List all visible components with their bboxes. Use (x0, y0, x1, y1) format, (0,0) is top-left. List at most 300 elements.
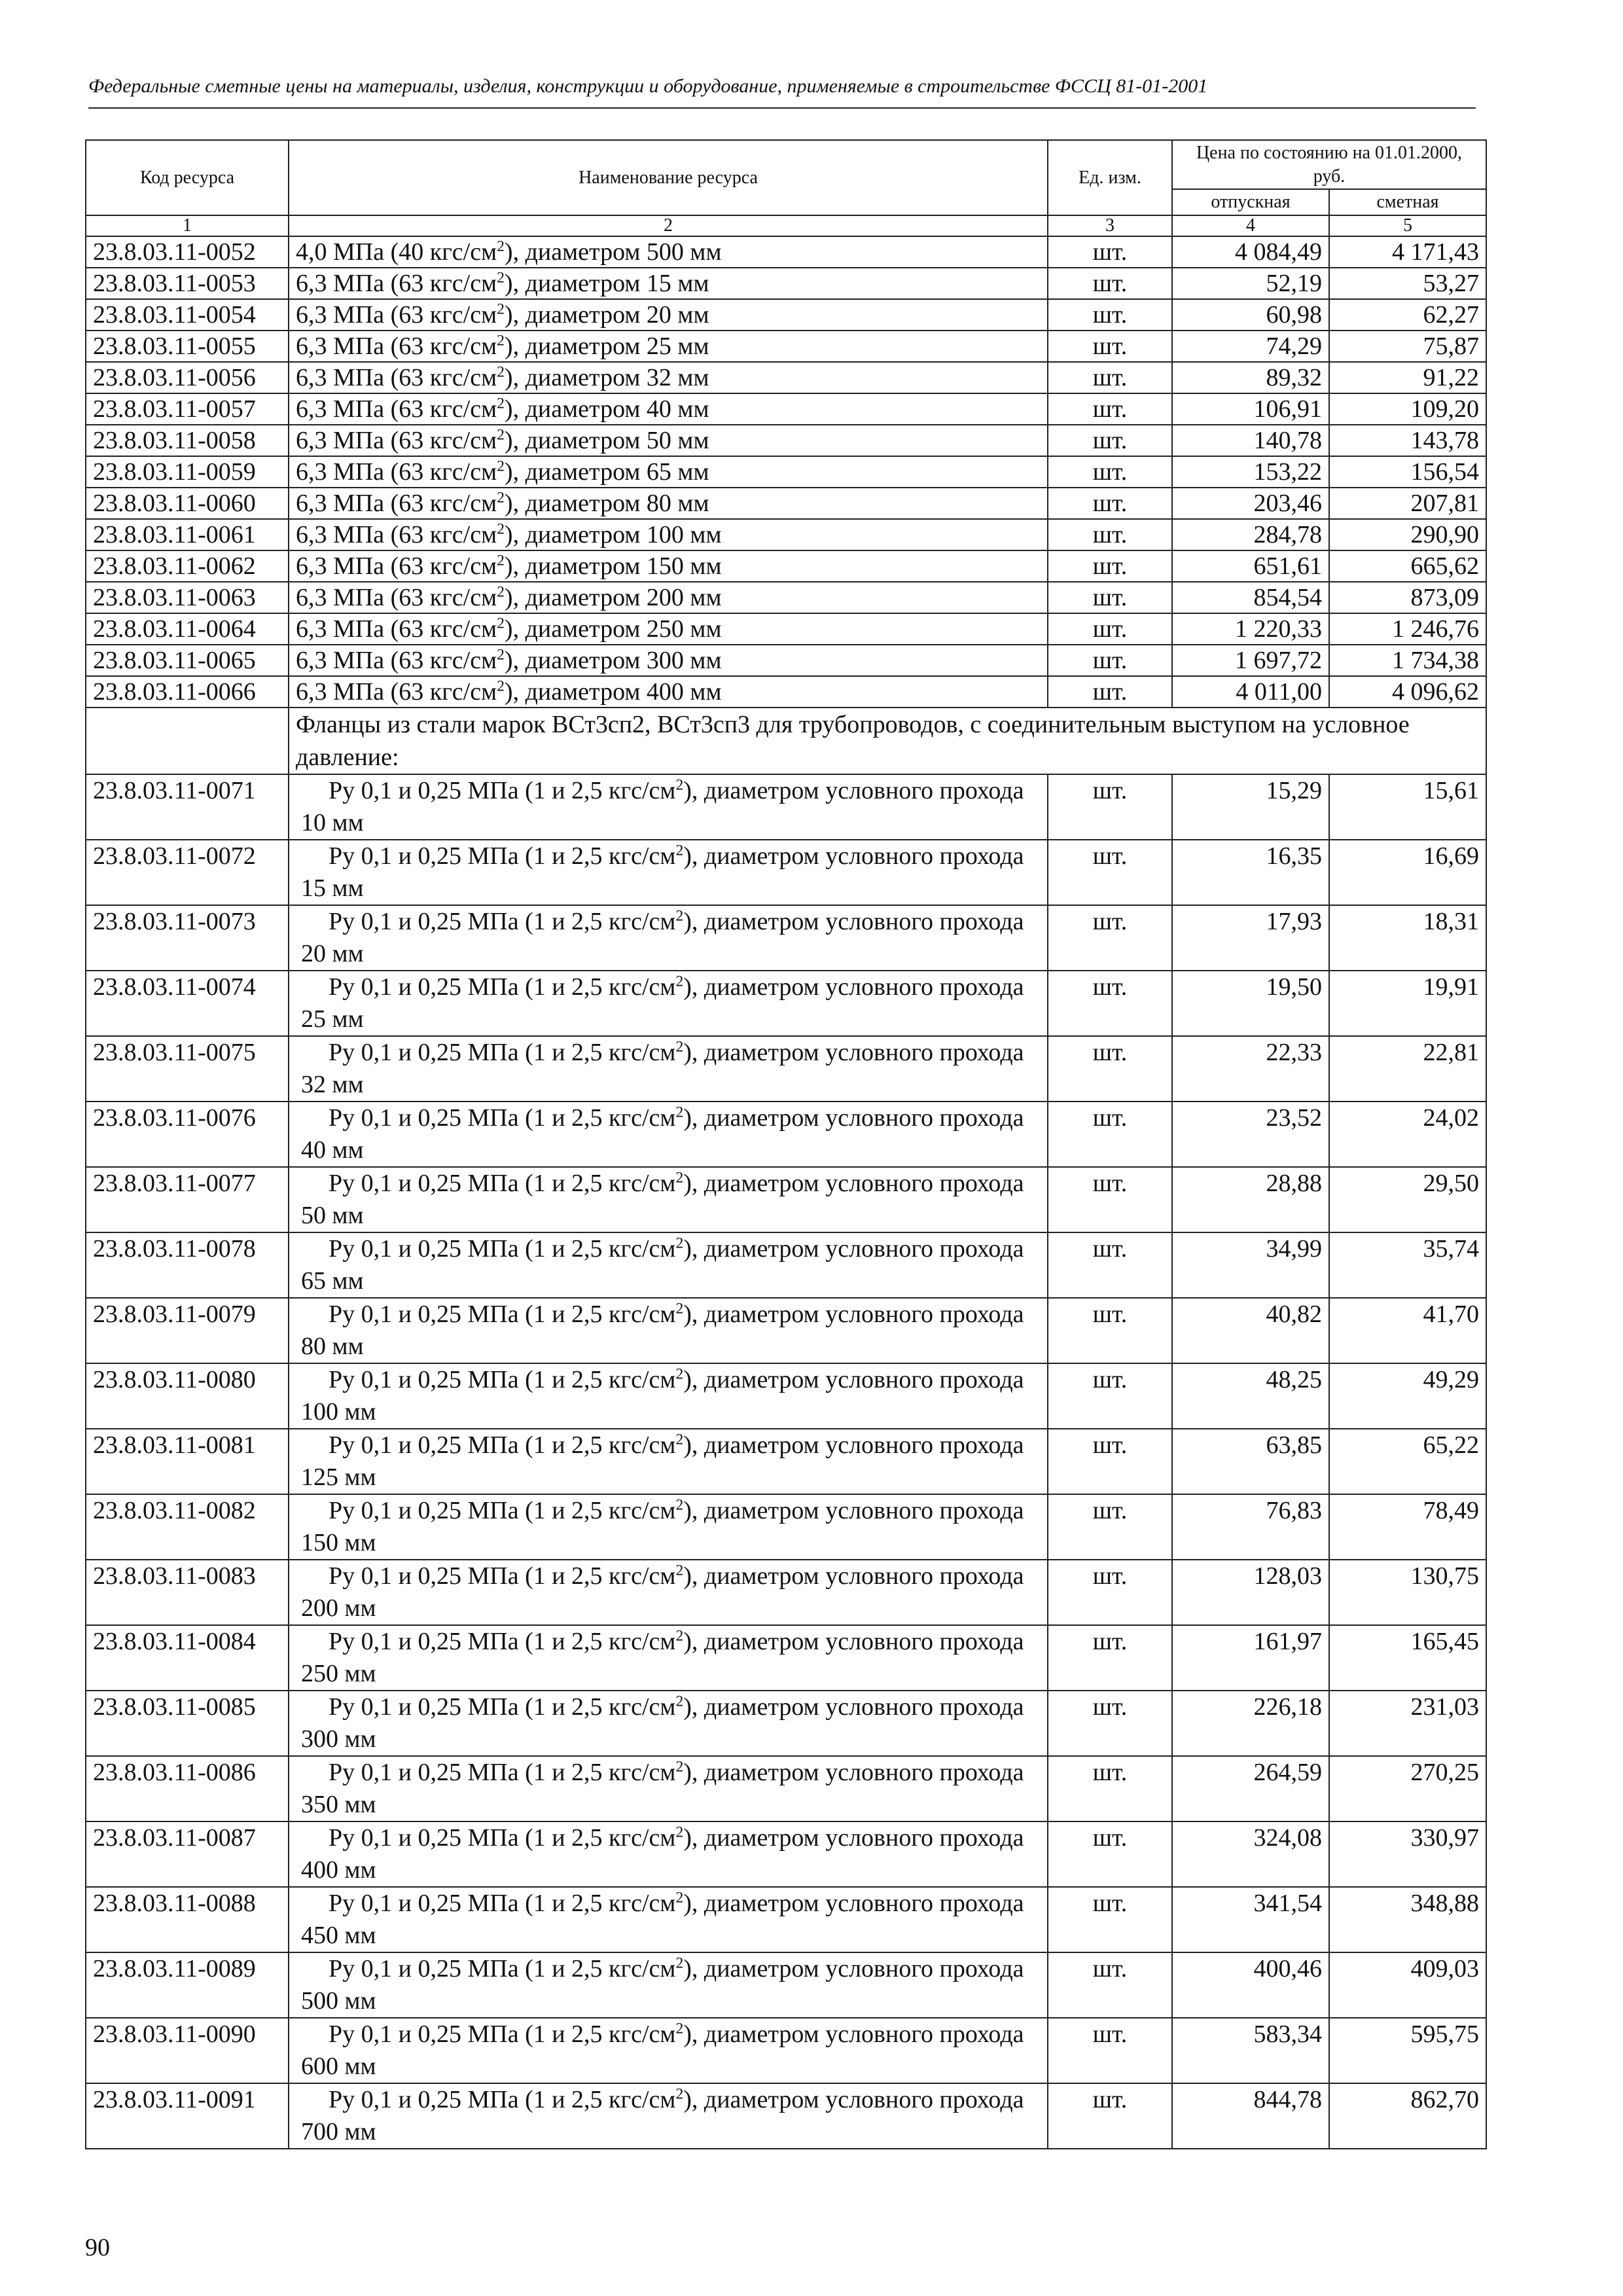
unit-of-measure: шт. (1048, 1298, 1172, 1363)
estimate-price: 1 246,76 (1329, 613, 1486, 645)
resource-name-pressure: Ру 0,1 и 0,25 МПа (1 и 2,5 кгс/см (329, 1562, 676, 1590)
resource-code: 23.8.03.11-0088 (86, 1887, 289, 1952)
resource-name (289, 774, 1048, 840)
resource-name (289, 550, 1048, 582)
resource-name-pressure: 6,3 МПа (63 кгс/см (296, 490, 497, 517)
resource-name-pressure: 6,3 МПа (63 кгс/см (296, 301, 497, 329)
release-price: 161,97 (1172, 1625, 1329, 1691)
unit-of-measure: шт. (1048, 905, 1172, 971)
release-price: 844,78 (1172, 2083, 1329, 2149)
release-price: 28,88 (1172, 1167, 1329, 1232)
release-price: 583,34 (1172, 2018, 1329, 2083)
table-row (86, 840, 1486, 905)
unit-of-measure: шт. (1048, 1625, 1172, 1691)
resource-code: 23.8.03.11-0052 (86, 236, 289, 268)
resource-name (289, 393, 1048, 425)
resource-name-size: ), диаметром условного прохода 500 мм (301, 1955, 1024, 2015)
resource-code: 23.8.03.11-0076 (86, 1102, 289, 1167)
resource-name (289, 362, 1048, 393)
release-price: 48,25 (1172, 1363, 1329, 1429)
resource-name-pressure: 6,3 МПа (63 кгс/см (296, 332, 497, 360)
resource-code: 23.8.03.11-0054 (86, 299, 289, 331)
unit-of-measure: шт. (1048, 362, 1172, 393)
resource-name-exponent: 2 (675, 1234, 684, 1252)
unit-of-measure: шт. (1048, 1560, 1172, 1625)
unit-of-measure: шт. (1048, 676, 1172, 708)
resource-name (289, 2083, 1048, 2149)
resource-name-size: ), диаметром 15 мм (504, 270, 709, 297)
estimate-price: 91,22 (1329, 362, 1486, 393)
resource-name-pressure: 6,3 МПа (63 кгс/см (296, 458, 497, 486)
release-price: 23,52 (1172, 1102, 1329, 1167)
resource-name-exponent: 2 (497, 395, 505, 412)
estimate-price: 156,54 (1329, 456, 1486, 488)
resource-name-exponent: 2 (675, 1431, 684, 1448)
estimate-price: 109,20 (1329, 393, 1486, 425)
resource-name-size: ), диаметром 400 мм (504, 678, 722, 706)
resource-name-exponent: 2 (675, 1365, 684, 1383)
estimate-price: 348,88 (1329, 1887, 1486, 1952)
resource-name-pressure: 6,3 МПа (63 кгс/см (296, 395, 497, 423)
release-price: 4 011,00 (1172, 676, 1329, 708)
resource-code: 23.8.03.11-0079 (86, 1298, 289, 1363)
resource-name-exponent: 2 (675, 1889, 684, 1907)
resource-name-pressure: Ру 0,1 и 0,25 МПа (1 и 2,5 кгс/см (329, 1955, 676, 1982)
resource-code: 23.8.03.11-0089 (86, 1952, 289, 2018)
table-row (86, 1821, 1486, 1887)
resource-code: 23.8.03.11-0064 (86, 613, 289, 645)
resource-name-size: ), диаметром условного прохода 15 мм (301, 842, 1024, 902)
estimate-price: 62,27 (1329, 299, 1486, 331)
resource-code: 23.8.03.11-0058 (86, 425, 289, 456)
resource-name-exponent: 2 (497, 677, 505, 695)
release-price: 128,03 (1172, 1560, 1329, 1625)
table-row (86, 456, 1486, 488)
resource-name-size: ), диаметром условного прохода 200 мм (301, 1562, 1024, 1622)
unit-of-measure: шт. (1048, 299, 1172, 331)
resource-name-pressure: Ру 0,1 и 0,25 МПа (1 и 2,5 кгс/см (329, 1693, 676, 1721)
estimate-price: 290,90 (1329, 519, 1486, 550)
resource-name-pressure: Ру 0,1 и 0,25 МПа (1 и 2,5 кгс/см (329, 2020, 676, 2048)
release-price: 76,83 (1172, 1494, 1329, 1560)
unit-of-measure: шт. (1048, 840, 1172, 905)
estimate-price: 330,97 (1329, 1821, 1486, 1887)
resource-code: 23.8.03.11-0053 (86, 268, 289, 299)
resource-name-pressure: 6,3 МПа (63 кгс/см (296, 647, 497, 674)
release-price: 854,54 (1172, 582, 1329, 613)
table-row (86, 1560, 1486, 1625)
page-number: 90 (85, 2234, 110, 2261)
table-row (86, 550, 1486, 582)
release-price: 19,50 (1172, 971, 1329, 1036)
unit-of-measure: шт. (1048, 1887, 1172, 1952)
unit-of-measure: шт. (1048, 488, 1172, 519)
column-number: 2 (289, 215, 1048, 236)
table-row (86, 1887, 1486, 1952)
unit-of-measure: шт. (1048, 1363, 1172, 1429)
resource-name-size: ), диаметром 150 мм (504, 552, 722, 580)
unit-of-measure: шт. (1048, 613, 1172, 645)
resource-name-size: ), диаметром 20 мм (504, 301, 709, 329)
resource-name (289, 1429, 1048, 1494)
unit-of-measure: шт. (1048, 1494, 1172, 1560)
resource-name-pressure: Ру 0,1 и 0,25 МПа (1 и 2,5 кгс/см (329, 2086, 676, 2113)
table-body-valves (86, 236, 1486, 708)
unit-of-measure: шт. (1048, 645, 1172, 676)
estimate-price: 22,81 (1329, 1036, 1486, 1102)
release-price: 1 220,33 (1172, 613, 1329, 645)
unit-of-measure: шт. (1048, 1232, 1172, 1298)
resource-name (289, 1821, 1048, 1887)
resource-name-pressure: Ру 0,1 и 0,25 МПа (1 и 2,5 кгс/см (329, 1628, 676, 1655)
resource-name-pressure: Ру 0,1 и 0,25 МПа (1 и 2,5 кгс/см (329, 908, 676, 935)
resource-name (289, 1494, 1048, 1560)
running-header-text: Федеральные сметные цены на материалы, изделия, конструкции и оборудование, применяемые в строительстве ФССЦ 81-01-2001 (88, 75, 1208, 97)
unit-of-measure: шт. (1048, 1952, 1172, 2018)
resource-name-size: ), диаметром условного прохода 350 мм (301, 1759, 1024, 1818)
resource-name (289, 1625, 1048, 1691)
price-table (85, 139, 1487, 2149)
resource-name-size: ), диаметром условного прохода 50 мм (301, 1170, 1024, 1229)
resource-name-exponent: 2 (497, 552, 505, 569)
resource-name (289, 1691, 1048, 1756)
resource-code: 23.8.03.11-0060 (86, 488, 289, 519)
resource-name-size: ), диаметром условного прохода 150 мм (301, 1497, 1024, 1556)
resource-code: 23.8.03.11-0086 (86, 1756, 289, 1821)
resource-name-exponent: 2 (675, 1169, 684, 1187)
resource-name-pressure: Ру 0,1 и 0,25 МПа (1 и 2,5 кгс/см (329, 1104, 676, 1132)
estimate-price: 41,70 (1329, 1298, 1486, 1363)
resource-name (289, 1036, 1048, 1102)
resource-name-pressure: Ру 0,1 и 0,25 МПа (1 и 2,5 кгс/см (329, 1366, 676, 1393)
resource-name-pressure: Ру 0,1 и 0,25 МПа (1 и 2,5 кгс/см (329, 1170, 676, 1197)
estimate-price: 35,74 (1329, 1232, 1486, 1298)
release-price: 34,99 (1172, 1232, 1329, 1298)
resource-name-pressure: 6,3 МПа (63 кгс/см (296, 584, 497, 611)
resource-name-size: ), диаметром 80 мм (504, 490, 709, 517)
table-row (86, 645, 1486, 676)
resource-name-pressure: 6,3 МПа (63 кгс/см (296, 678, 497, 706)
column-header-code: Код ресурса (86, 140, 289, 215)
resource-name-pressure: 6,3 МПа (63 кгс/см (296, 552, 497, 580)
resource-name-exponent: 2 (675, 776, 684, 794)
estimate-price: 78,49 (1329, 1494, 1486, 1560)
column-header-name: Наименование ресурса (289, 140, 1048, 215)
resource-code: 23.8.03.11-0061 (86, 519, 289, 550)
estimate-price: 165,45 (1329, 1625, 1486, 1691)
resource-name-size: ), диаметром условного прохода 65 мм (301, 1235, 1024, 1295)
resource-name-exponent: 2 (675, 1562, 684, 1579)
release-price: 140,78 (1172, 425, 1329, 456)
resource-name-exponent: 2 (497, 489, 505, 507)
resource-name-pressure: Ру 0,1 и 0,25 МПа (1 и 2,5 кгс/см (329, 973, 676, 1001)
estimate-price: 65,22 (1329, 1429, 1486, 1494)
resource-code: 23.8.03.11-0090 (86, 2018, 289, 2083)
resource-name (289, 1232, 1048, 1298)
resource-code: 23.8.03.11-0057 (86, 393, 289, 425)
estimate-price: 207,81 (1329, 488, 1486, 519)
column-number: 4 (1172, 215, 1329, 236)
resource-code: 23.8.03.11-0056 (86, 362, 289, 393)
resource-name-exponent: 2 (675, 2020, 684, 2037)
release-price: 22,33 (1172, 1036, 1329, 1102)
resource-code: 23.8.03.11-0077 (86, 1167, 289, 1232)
resource-name (289, 1887, 1048, 1952)
estimate-price: 409,03 (1329, 1952, 1486, 2018)
resource-name-pressure: 6,3 МПа (63 кгс/см (296, 364, 497, 391)
resource-name-exponent: 2 (497, 457, 505, 475)
column-header-release-price: отпускная (1172, 189, 1329, 215)
release-price: 16,35 (1172, 840, 1329, 905)
resource-name-exponent: 2 (675, 1693, 684, 1710)
resource-name (289, 2018, 1048, 2083)
resource-name-pressure: Ру 0,1 и 0,25 МПа (1 и 2,5 кгс/см (329, 1497, 676, 1524)
unit-of-measure: шт. (1048, 774, 1172, 840)
table-row (86, 2018, 1486, 2083)
resource-name-pressure: 6,3 МПа (63 кгс/см (296, 427, 497, 454)
resource-code: 23.8.03.11-0081 (86, 1429, 289, 1494)
table-row (86, 299, 1486, 331)
resource-name (289, 676, 1048, 708)
resource-name (289, 1363, 1048, 1429)
resource-name-size: ), диаметром 32 мм (504, 364, 709, 391)
estimate-price: 75,87 (1329, 331, 1486, 362)
table-row (86, 1625, 1486, 1691)
resource-name-size: ), диаметром 40 мм (504, 395, 709, 423)
resource-name-exponent: 2 (675, 2085, 684, 2103)
resource-name (289, 840, 1048, 905)
resource-code: 23.8.03.11-0055 (86, 331, 289, 362)
resource-name-exponent: 2 (497, 426, 505, 444)
resource-name-size: ), диаметром условного прохода 400 мм (301, 1824, 1024, 1884)
release-price: 400,46 (1172, 1952, 1329, 2018)
table-row (86, 2083, 1486, 2149)
estimate-price: 595,75 (1329, 2018, 1486, 2083)
resource-name-exponent: 2 (675, 1627, 684, 1645)
resource-name-size: ), диаметром 200 мм (504, 584, 722, 611)
resource-name (289, 268, 1048, 299)
estimate-price: 16,69 (1329, 840, 1486, 905)
table-row (86, 1952, 1486, 2018)
resource-code: 23.8.03.11-0073 (86, 905, 289, 971)
table-body-group (86, 708, 1486, 774)
resource-name-exponent: 2 (675, 1758, 684, 1776)
table-row (86, 1102, 1486, 1167)
unit-of-measure: шт. (1048, 1429, 1172, 1494)
resource-name-size: ), диаметром 25 мм (504, 332, 709, 360)
release-price: 63,85 (1172, 1429, 1329, 1494)
resource-name-size: ), диаметром условного прохода 20 мм (301, 908, 1024, 967)
unit-of-measure: шт. (1048, 425, 1172, 456)
resource-name-size: ), диаметром условного прохода 250 мм (301, 1628, 1024, 1687)
table-row (86, 774, 1486, 840)
resource-code: 23.8.03.11-0059 (86, 456, 289, 488)
resource-name-pressure: Ру 0,1 и 0,25 МПа (1 и 2,5 кгс/см (329, 1431, 676, 1459)
resource-name-pressure: Ру 0,1 и 0,25 МПа (1 и 2,5 кгс/см (329, 1824, 676, 1852)
table-row (86, 393, 1486, 425)
table-row (86, 1691, 1486, 1756)
resource-name (289, 1167, 1048, 1232)
estimate-price: 19,91 (1329, 971, 1486, 1036)
estimate-price: 18,31 (1329, 905, 1486, 971)
resource-name-size: ), диаметром условного прохода 100 мм (301, 1366, 1024, 1426)
resource-name-size: ), диаметром 250 мм (504, 615, 722, 643)
resource-name-size: ), диаметром условного прохода 125 мм (301, 1431, 1024, 1491)
table-header (86, 140, 1486, 236)
estimate-price: 4 096,62 (1329, 676, 1486, 708)
resource-name-exponent: 2 (497, 646, 505, 664)
resource-name-exponent: 2 (675, 842, 684, 859)
resource-name-exponent: 2 (497, 332, 505, 350)
resource-name (289, 488, 1048, 519)
table-row (86, 1036, 1486, 1102)
column-header-price-group: Цена по состоянию на 01.01.2000, руб. (1172, 140, 1486, 189)
table-row (86, 1494, 1486, 1560)
estimate-price: 1 734,38 (1329, 645, 1486, 676)
resource-code: 23.8.03.11-0078 (86, 1232, 289, 1298)
unit-of-measure: шт. (1048, 456, 1172, 488)
release-price: 203,46 (1172, 488, 1329, 519)
resource-name-exponent: 2 (497, 520, 505, 538)
resource-name-pressure: Ру 0,1 и 0,25 МПа (1 и 2,5 кгс/см (329, 1039, 676, 1066)
release-price: 52,19 (1172, 268, 1329, 299)
group-heading: Фланцы из стали марок ВСт3сп2, ВСт3сп3 для трубопроводов, с соединительным выступом на условное давление: (289, 708, 1486, 774)
column-header-unit: Ед. изм. (1048, 140, 1172, 215)
resource-name-size: ), диаметром условного прохода 300 мм (301, 1693, 1024, 1753)
estimate-price: 53,27 (1329, 268, 1486, 299)
release-price: 324,08 (1172, 1821, 1329, 1887)
release-price: 1 697,72 (1172, 645, 1329, 676)
release-price: 74,29 (1172, 331, 1329, 362)
column-number: 3 (1048, 215, 1172, 236)
resource-code: 23.8.03.11-0065 (86, 645, 289, 676)
resource-code: 23.8.03.11-0087 (86, 1821, 289, 1887)
resource-name (289, 1952, 1048, 2018)
table-row (86, 488, 1486, 519)
resource-name (289, 456, 1048, 488)
table-row (86, 1167, 1486, 1232)
estimate-price: 873,09 (1329, 582, 1486, 613)
resource-name-exponent: 2 (497, 238, 505, 255)
resource-name (289, 613, 1048, 645)
resource-name-size: ), диаметром 100 мм (504, 521, 722, 548)
group-heading-empty-cell (86, 708, 289, 774)
resource-name-size: ), диаметром условного прохода 600 мм (301, 2020, 1024, 2080)
resource-name-pressure: Ру 0,1 и 0,25 МПа (1 и 2,5 кгс/см (329, 777, 676, 804)
estimate-price: 4 171,43 (1329, 236, 1486, 268)
resource-name-pressure: 6,3 МПа (63 кгс/см (296, 615, 497, 643)
resource-name-size: ), диаметром условного прохода 80 мм (301, 1300, 1024, 1360)
resource-name (289, 1102, 1048, 1167)
resource-name-size: ), диаметром 65 мм (504, 458, 709, 486)
release-price: 153,22 (1172, 456, 1329, 488)
estimate-price: 29,50 (1329, 1167, 1486, 1232)
table-row (86, 905, 1486, 971)
table-row (86, 268, 1486, 299)
estimate-price: 270,25 (1329, 1756, 1486, 1821)
resource-code: 23.8.03.11-0084 (86, 1625, 289, 1691)
resource-name-exponent: 2 (675, 1823, 684, 1841)
resource-name-exponent: 2 (675, 1954, 684, 1972)
unit-of-measure: шт. (1048, 2018, 1172, 2083)
table-row (86, 971, 1486, 1036)
estimate-price: 24,02 (1329, 1102, 1486, 1167)
unit-of-measure: шт. (1048, 1756, 1172, 1821)
resource-name-size: ), диаметром условного прохода 25 мм (301, 973, 1024, 1033)
estimate-price: 231,03 (1329, 1691, 1486, 1756)
resource-code: 23.8.03.11-0062 (86, 550, 289, 582)
estimate-price: 15,61 (1329, 774, 1486, 840)
release-price: 40,82 (1172, 1298, 1329, 1363)
resource-name (289, 425, 1048, 456)
running-header (88, 73, 1476, 109)
resource-name-exponent: 2 (497, 363, 505, 381)
unit-of-measure: шт. (1048, 550, 1172, 582)
resource-name-exponent: 2 (675, 1103, 684, 1121)
unit-of-measure: шт. (1048, 393, 1172, 425)
release-price: 4 084,49 (1172, 236, 1329, 268)
resource-name-size: ), диаметром 300 мм (504, 647, 722, 674)
resource-name-exponent: 2 (497, 583, 505, 601)
unit-of-measure: шт. (1048, 236, 1172, 268)
table-row (86, 362, 1486, 393)
column-number: 1 (86, 215, 289, 236)
resource-name-pressure: 4,0 МПа (40 кгс/см (296, 238, 497, 266)
estimate-price: 130,75 (1329, 1560, 1486, 1625)
resource-name-exponent: 2 (675, 1496, 684, 1514)
unit-of-measure: шт. (1048, 1036, 1172, 1102)
unit-of-measure: шт. (1048, 582, 1172, 613)
resource-name (289, 1756, 1048, 1821)
estimate-price: 143,78 (1329, 425, 1486, 456)
release-price: 60,98 (1172, 299, 1329, 331)
resource-name-pressure: Ру 0,1 и 0,25 МПа (1 и 2,5 кгс/см (329, 1890, 676, 1917)
unit-of-measure: шт. (1048, 2083, 1172, 2149)
resource-name-size: ), диаметром 500 мм (504, 238, 722, 266)
resource-name-exponent: 2 (675, 973, 684, 990)
table-body-flanges (86, 774, 1486, 2149)
table-row (86, 331, 1486, 362)
resource-name-size: ), диаметром условного прохода 40 мм (301, 1104, 1024, 1164)
table-row (86, 1363, 1486, 1429)
resource-name (289, 582, 1048, 613)
unit-of-measure: шт. (1048, 1691, 1172, 1756)
resource-code: 23.8.03.11-0066 (86, 676, 289, 708)
resource-name-pressure: Ру 0,1 и 0,25 МПа (1 и 2,5 кгс/см (329, 1759, 676, 1786)
table-row (86, 1756, 1486, 1821)
resource-code: 23.8.03.11-0071 (86, 774, 289, 840)
resource-name (289, 905, 1048, 971)
unit-of-measure: шт. (1048, 331, 1172, 362)
resource-code: 23.8.03.11-0080 (86, 1363, 289, 1429)
release-price: 341,54 (1172, 1887, 1329, 1952)
unit-of-measure: шт. (1048, 971, 1172, 1036)
table-row (86, 1232, 1486, 1298)
resource-code: 23.8.03.11-0075 (86, 1036, 289, 1102)
resource-name-exponent: 2 (497, 615, 505, 632)
release-price: 89,32 (1172, 362, 1329, 393)
release-price: 264,59 (1172, 1756, 1329, 1821)
table-row (86, 613, 1486, 645)
unit-of-measure: шт. (1048, 1821, 1172, 1887)
resource-name-pressure: Ру 0,1 и 0,25 МПа (1 и 2,5 кгс/см (329, 842, 676, 870)
column-header-estimate-price: сметная (1329, 189, 1486, 215)
unit-of-measure: шт. (1048, 1167, 1172, 1232)
estimate-price: 49,29 (1329, 1363, 1486, 1429)
table-row (86, 519, 1486, 550)
unit-of-measure: шт. (1048, 1102, 1172, 1167)
column-number: 5 (1329, 215, 1486, 236)
